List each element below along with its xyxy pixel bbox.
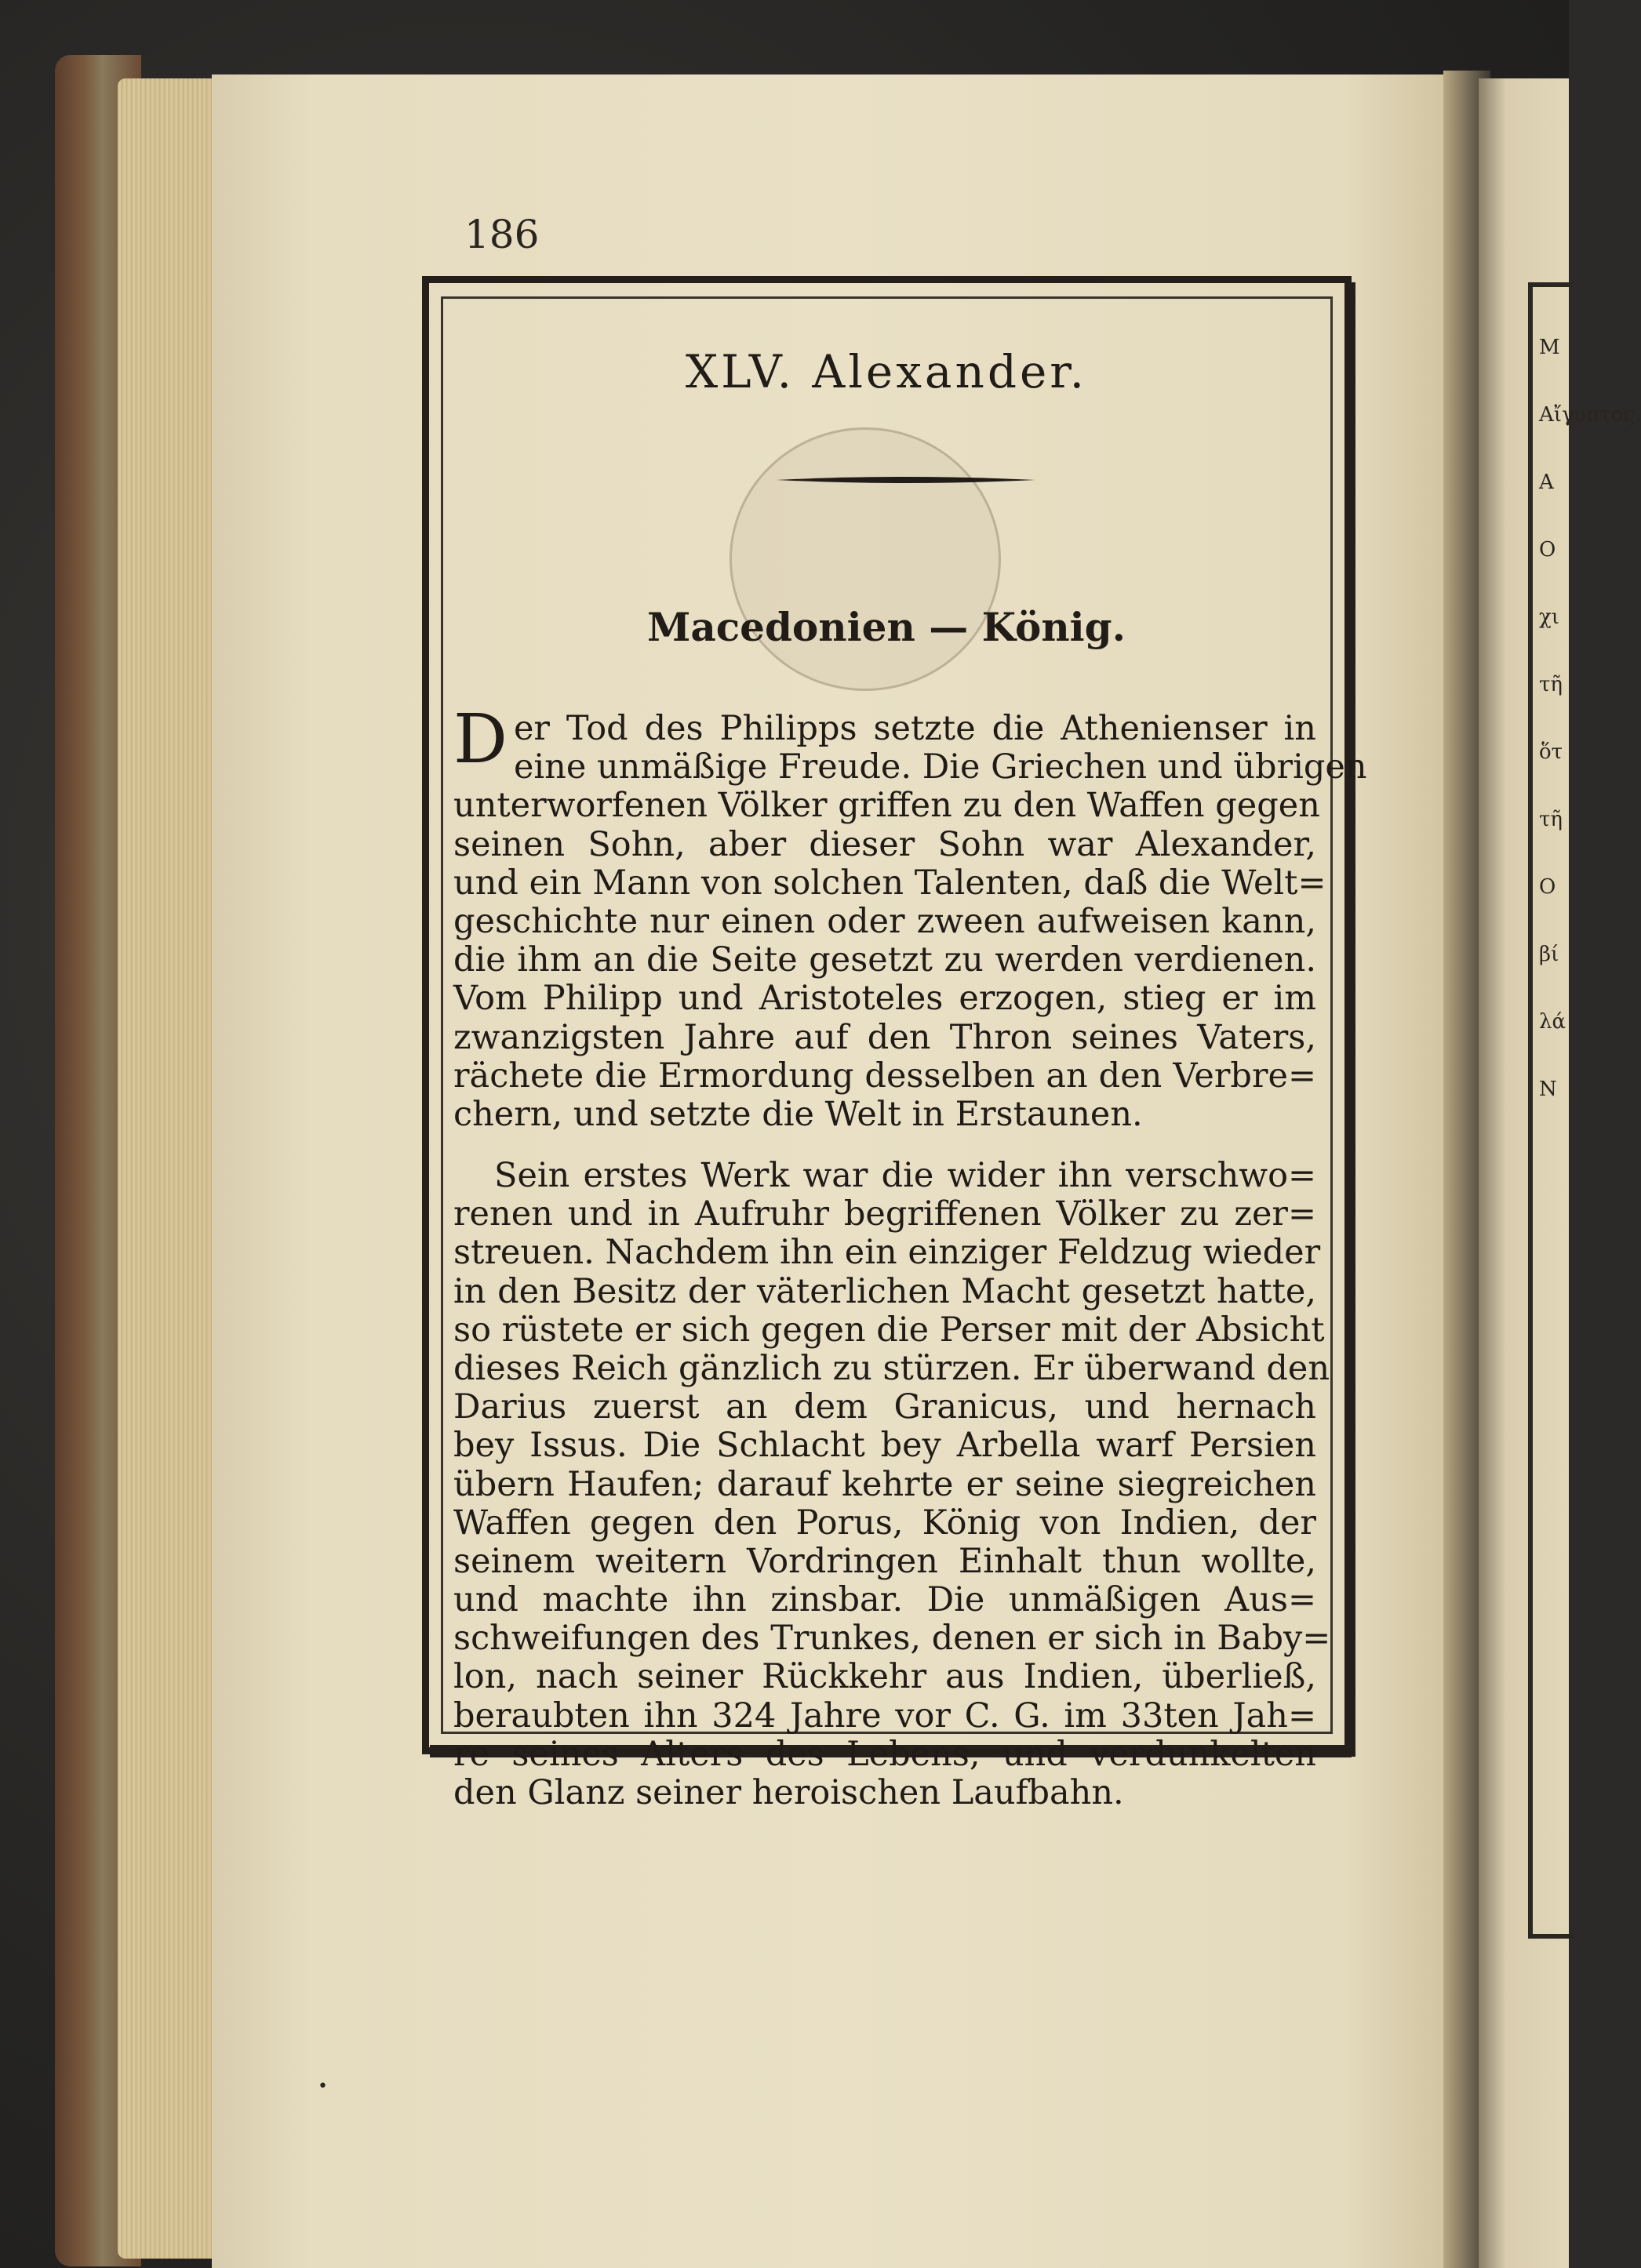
facing-page-text	[1539, 314, 1641, 1123]
facing-page-letter: χι	[1539, 605, 1559, 629]
text-line: den Glanz seiner heroischen Laufbahn.	[453, 1773, 1124, 1812]
facing-page-letter: Αἴγυπτος.	[1539, 403, 1641, 427]
chapter-title: XLV. Alexander.	[685, 345, 1088, 398]
drop-cap: D	[453, 700, 508, 779]
paragraph-1	[453, 700, 1367, 1134]
text-line: Sein erstes Werk war die wider ihn verschwo=	[494, 1156, 1316, 1195]
facing-page-letter: τῆ	[1539, 673, 1563, 696]
text-line: chern, und setzte die Welt in Erstaunen.	[453, 1094, 1143, 1134]
facing-page-letter: Α	[1539, 471, 1554, 494]
text-line: die ihm an die Seite gesetzt zu werden verdienen.	[453, 940, 1316, 980]
text-line: übern Haufen; darauf kehrte er seine siegreichen	[453, 1464, 1316, 1504]
text-line: in den Besitz der väterlichen Macht gesetzt hatte,	[453, 1271, 1316, 1311]
facing-page-letter: Ν	[1539, 1078, 1557, 1101]
text-line: re seines Alters des Lebens, und verdunkelten	[453, 1734, 1316, 1774]
text-line: schweifungen des Trunkes, denen er sich in Baby=	[453, 1619, 1331, 1659]
page-block-edges	[118, 78, 227, 2259]
text-line: dieses Reich gänzlich zu stürzen. Er überwand den	[453, 1348, 1330, 1388]
text-line: seinen Sohn, aber dieser Sohn war Alexander,	[453, 824, 1316, 864]
text-line: streuen. Nachdem ihn ein einziger Feldzug wieder	[453, 1233, 1321, 1273]
chapter-subtitle: Macedonien — König.	[646, 604, 1126, 650]
text-line: und ein Mann von solchen Talenten, daß die Welt=	[453, 863, 1326, 903]
text-line: er Tod des Philipps setzte die Athenienser in	[513, 709, 1316, 748]
decorative-rule	[777, 475, 1035, 485]
facing-page-letter: βί	[1539, 943, 1559, 966]
text-line: zwanzigsten Jahre auf den Thron seines Vaters,	[453, 1017, 1316, 1057]
text-line: eine unmäßige Freude. Die Griechen und übrigen	[513, 747, 1367, 787]
paragraph-2	[453, 1156, 1331, 1812]
facing-page-letter: Ο	[1539, 875, 1556, 899]
text-line: seinem weitern Vordringen Einhalt thun wollte,	[453, 1541, 1316, 1581]
text-line: geschichte nur einen oder zween aufweisen kann,	[453, 901, 1316, 941]
facing-page-letter: Ο	[1539, 538, 1556, 562]
show-through-medallion	[730, 427, 1001, 691]
margin-mark: •	[318, 2077, 328, 2096]
facing-page-letter: λά	[1539, 1010, 1566, 1034]
text-line: unterworfenen Völker griffen zu den Waffen gegen	[453, 786, 1320, 826]
text-line: bey Issus. Die Schlacht bey Arbella warf Persien	[453, 1426, 1316, 1466]
text-line: lon, nach seiner Rückkehr aus Indien, überließ,	[453, 1657, 1316, 1697]
text-line: beraubten ihn 324 Jahre vor C. G. im 33ten Jah=	[453, 1696, 1316, 1736]
text-line: renen und in Aufruhr begriffenen Völker zu zer=	[453, 1194, 1316, 1234]
facing-page-letter: M	[1539, 336, 1560, 359]
facing-page-letter: τῆ	[1539, 808, 1563, 831]
text-line: Waffen gegen den Porus, König von Indien, der	[453, 1503, 1316, 1543]
facing-page-letter: ὅτ	[1539, 740, 1563, 764]
text-line: und machte ihn zinsbar. Die unmäßigen Aus=	[453, 1580, 1316, 1620]
text-line: Darius zuerst an dem Granicus, und hernach	[453, 1387, 1316, 1427]
text-line: rächete die Ermordung desselben an den Verbre=	[453, 1056, 1316, 1096]
page-number: 186	[464, 212, 540, 257]
text-line: so rüstete er sich gegen die Perser mit der Absicht	[453, 1310, 1325, 1350]
text-line: Vom Philipp und Aristoteles erzogen, stieg er im	[453, 979, 1316, 1019]
